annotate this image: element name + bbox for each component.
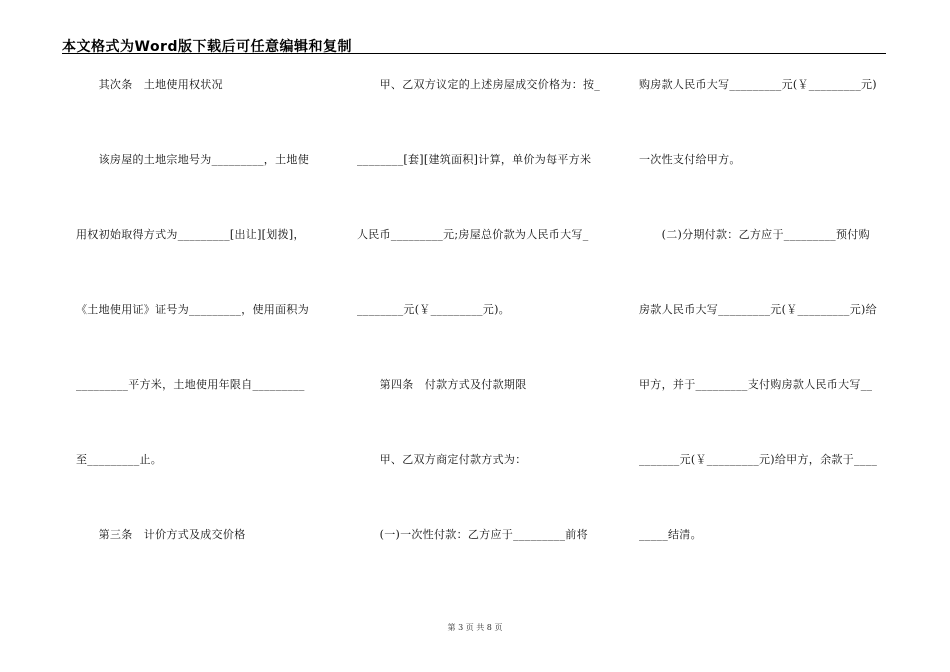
text-line: 购房款人民币大写_________元(￥_________元)	[639, 78, 877, 91]
text-line: 甲、乙双方议定的上述房屋成交价格为：按_	[357, 78, 601, 91]
text-line: 人民币_________元;房屋总价款为人民币大写_	[357, 228, 589, 241]
text-line: 一次性支付给甲方。	[639, 153, 741, 166]
text-line: _________平方米，土地使用年限自_________	[76, 378, 305, 391]
document-header-title: 本文格式为Word版下载后可任意编辑和复制	[62, 39, 352, 55]
text-line: 《土地使用证》证号为_________，使用面积为	[76, 303, 309, 316]
text-line: 第四条 付款方式及付款期限	[357, 378, 527, 391]
text-line: ________[套][建筑面积]计算，单价为每平方米	[357, 153, 592, 166]
text-line: 该房屋的土地宗地号为_________，土地使	[76, 153, 309, 166]
text-line: 房款人民币大写_________元(￥_________元)给	[639, 303, 877, 316]
text-line: 其次条 土地使用权状况	[76, 78, 223, 91]
text-line: _____结清。	[639, 528, 702, 541]
page-number: 第 3 页 共 8 页	[447, 623, 503, 632]
text-line: 至_________止。	[76, 453, 163, 466]
text-line: ________元(￥_________元)。	[357, 303, 510, 316]
text-line: 用权初始取得方式为_________[出让][划拨]，	[76, 228, 305, 241]
header-divider	[62, 53, 886, 54]
text-line: 甲方，并于_________支付购房款人民币大写__	[639, 378, 873, 391]
text-line: (一)一次性付款：乙方应于_________前将	[357, 528, 588, 541]
text-line: 甲、乙双方商定付款方式为：	[357, 453, 527, 466]
text-line: _______元(￥_________元)给甲方，余款于____	[639, 453, 878, 466]
text-line: 第三条 计价方式及成交价格	[76, 528, 246, 541]
text-line: (二)分期付款：乙方应于_________预付购	[639, 228, 870, 241]
